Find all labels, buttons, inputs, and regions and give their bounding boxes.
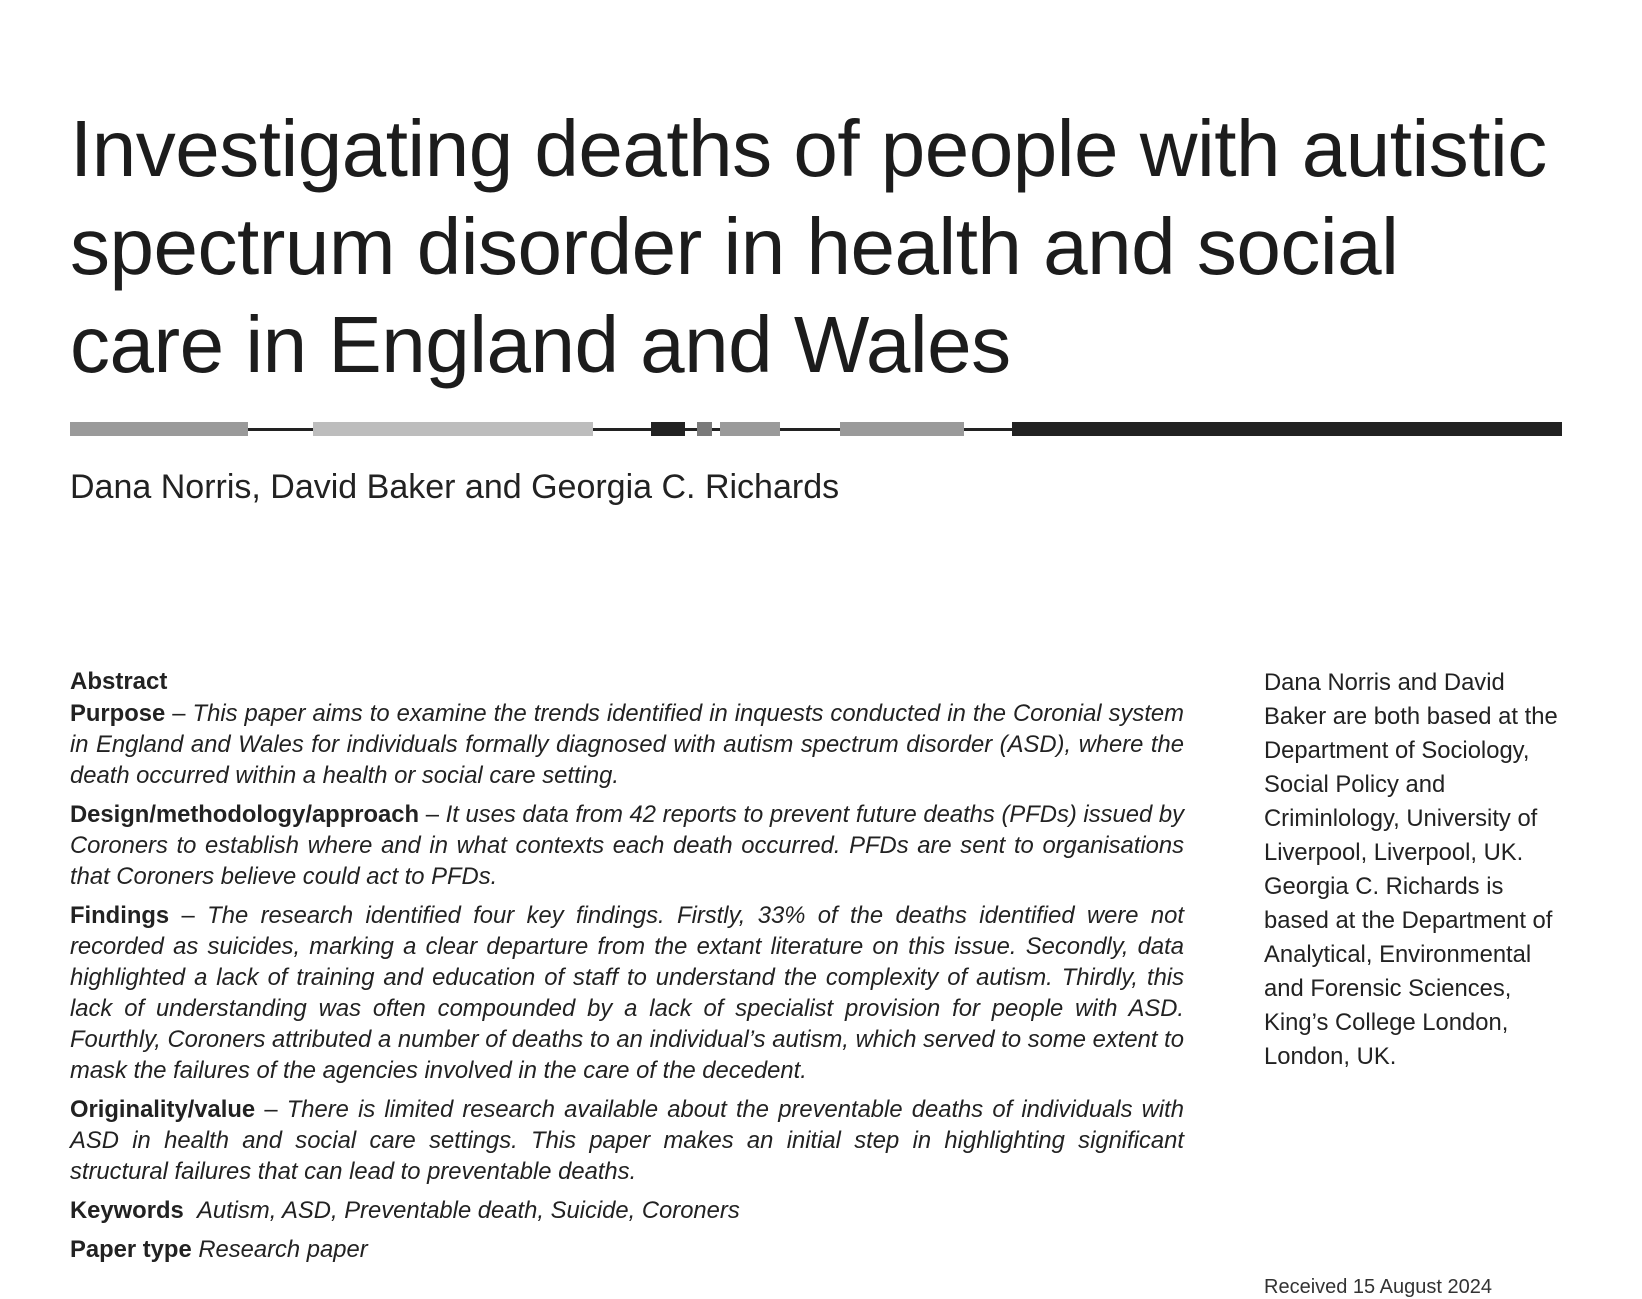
paper-type-label: Paper type: [70, 1236, 192, 1263]
keywords-text: Autism, ASD, Preventable death, Suicide, Coroners: [196, 1197, 740, 1224]
rule-segment: [685, 428, 697, 431]
rule-segment: [70, 422, 248, 436]
originality-text: There is limited research available about the preventable deaths of individuals with ASD in health and social care settings. This paper makes an initial step in highlighting significant structural failures that can lead to preventable deaths.: [70, 1096, 1184, 1185]
affiliation-line: based at the Department of: [1264, 907, 1553, 934]
affiliation-line: London, UK.: [1264, 1043, 1397, 1070]
author-list: Dana Norris, David Baker and Georgia C. Richards: [70, 468, 840, 506]
affiliation-line: Department of Sociology,: [1264, 737, 1530, 764]
findings-text: The research identified four key findings. Firstly, 33% of the deaths identified were not recorded as suicides, marking a clear departure from the extant literature on this issue. Secondly, data highlighted a lack of training and education of staff to understand the complexity of autism. Thirdly, this lack of understanding was often compounded by a lack of specialist provision for people with ASD. Fourthly, Coroners attributed a number of deaths to an individual’s autism, which served to some extent to mask the failures of the agencies involved in the care of the decedent.: [70, 902, 1184, 1084]
abstract-design: [70, 799, 1184, 892]
abstract-section: [70, 666, 1184, 1273]
paper-type: [70, 1234, 1184, 1265]
findings-label: Findings: [70, 902, 170, 929]
rule-segment: [697, 422, 712, 436]
affiliation-line: Analytical, Environmental: [1264, 941, 1532, 968]
purpose-dash: –: [165, 700, 193, 727]
rule-segment: [248, 428, 313, 431]
rule-segment: [651, 422, 685, 436]
rule-segment: [593, 428, 651, 431]
title-line-3: care in England and Wales: [70, 300, 1011, 389]
title-line-2: spectrum disorder in health and social: [70, 202, 1399, 291]
purpose-text: This paper aims to examine the trends identified in inquests conducted in the Coronial system in England and Wales for individuals formally diagnosed with autism spectrum disorder (ASD), where the death occurred within a health or social care setting.: [70, 700, 1184, 789]
rule-segment: [1012, 422, 1562, 436]
affiliation-line: Georgia C. Richards is: [1264, 873, 1504, 900]
author-affiliations: [1264, 666, 1584, 1074]
abstract-purpose: [70, 698, 1184, 791]
abstract-heading: Abstract: [70, 668, 168, 695]
originality-dash: –: [255, 1096, 287, 1123]
affiliation-line: Criminlology, University of: [1264, 805, 1538, 832]
rule-segment: [840, 422, 964, 436]
affiliation-line: Dana Norris and David: [1264, 669, 1505, 696]
affiliation-line: Baker are both based at the: [1264, 703, 1558, 730]
originality-label: Originality/value: [70, 1096, 256, 1123]
rule-segment: [712, 428, 720, 431]
findings-dash: –: [169, 902, 208, 929]
design-dash: –: [419, 801, 446, 828]
affiliation-line: King’s College London,: [1264, 1009, 1509, 1036]
rule-segment: [313, 422, 593, 436]
keywords: [70, 1195, 1184, 1226]
title-line-1: Investigating deaths of people with autistic: [70, 104, 1547, 193]
rule-segment: [780, 428, 840, 431]
affiliation-line: and Forensic Sciences,: [1264, 975, 1512, 1002]
purpose-label: Purpose: [70, 700, 166, 727]
rule-segment: [964, 428, 1012, 431]
received-date: Received 15 August 2024: [1264, 1276, 1492, 1298]
decorative-title-rule: [70, 422, 1562, 438]
abstract-findings: [70, 900, 1184, 1086]
design-text: It uses data from 42 reports to prevent future deaths (PFDs) issued by Coroners to establish where and in what contexts each death occurred. PFDs are sent to organisations that Coroners believe could act to PFDs.: [70, 801, 1184, 890]
affiliation-line: Social Policy and: [1264, 771, 1446, 798]
paper-type-text: Research paper: [198, 1236, 368, 1263]
keywords-label: Keywords: [70, 1197, 184, 1224]
abstract-originality: [70, 1094, 1184, 1187]
design-label: Design/methodology/approach: [70, 801, 420, 828]
affiliation-line: Liverpool, Liverpool, UK.: [1264, 839, 1524, 866]
paper-title: [70, 100, 1590, 394]
rule-segment: [720, 422, 780, 436]
